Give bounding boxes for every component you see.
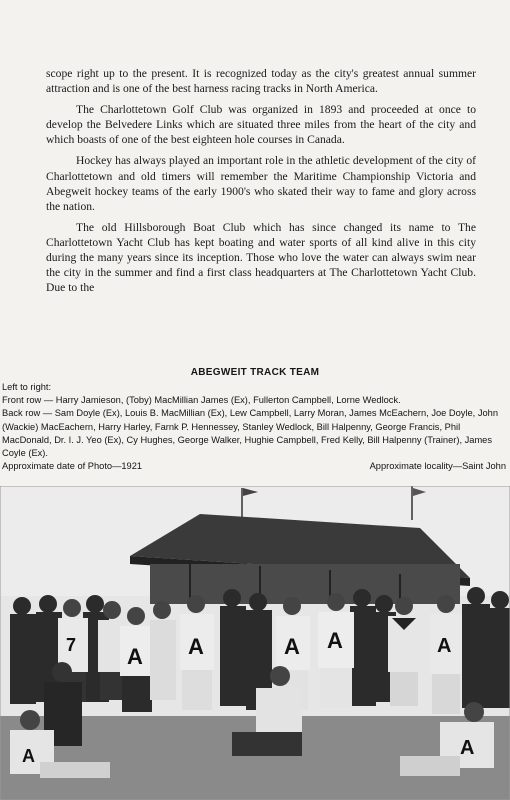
svg-text:A: A <box>284 634 300 659</box>
caption-intro: Left to right: <box>2 382 52 392</box>
svg-text:A: A <box>437 635 452 657</box>
paragraph-3: Hockey has always played an important role in the athletic development of the city of Charlottetown and old timers will remember the Maritime Championship Victoria and Abegweit hockey teams of the early 1900's who skated their way to fame and glory across the nation. <box>46 154 476 213</box>
svg-text:A: A <box>460 737 475 759</box>
article-body <box>46 66 476 301</box>
caption-footer <box>2 460 506 473</box>
team-photo-illustration <box>0 486 510 800</box>
svg-text:7: 7 <box>66 635 77 655</box>
caption-back-row: Back row — Sam Doyle (Ex), Louis B. MacMillian (Ex), Lew Campbell, Larry Moran, James McEachern, Joe Doyle, John (Wackie) MacEachern, Harry Harley, Farnk P. Hennessey, Stanley Wedlock, Bill Halpenny, George Francis, Phil MacDonald, Dr. I. J. Yeo (Ex), Cy Hughes, George Walker, Hughie Campbell, Fred Kelly, Bill Halpenny (Trainer), James Coyle (Ex). <box>2 408 499 459</box>
caption-date: Approximate date of Photo—1921 <box>2 461 143 472</box>
svg-text:A: A <box>127 644 143 669</box>
svg-text:A: A <box>22 746 35 766</box>
paragraph-1: scope right up to the present. It is recognized today as the city's greatest annual summer attraction and is one of the best harness racing tracks in North America. <box>46 67 476 96</box>
photo-caption <box>2 381 506 473</box>
svg-text:A: A <box>188 634 204 659</box>
caption-title: ABEGWEIT TRACK TEAM <box>190 367 320 378</box>
svg-text:A: A <box>327 628 343 653</box>
caption-locality: Approximate locality—Saint John <box>369 461 506 472</box>
caption-front-row: Front row — Harry Jamieson, (Toby) MacMillian James (Ex), Fullerton Campbell, Lorne Wedlock. <box>2 395 401 406</box>
paragraph-2: The Charlottetown Golf Club was organized in 1893 and proceeded at once to develop the Belvedere Links which are situated three miles from the heart of the city and which boasts of one of the best eighteen hole courses in Canada. <box>46 103 476 147</box>
team-photograph <box>0 486 510 800</box>
paragraph-4: The old Hillsborough Boat Club which has since changed its name to The Charlottetown Yacht Club has kept boating and water sports of all kind alive in this city during the many years since its inception. Those who love the water can always swim near the city in the summer and find a first class headquarters at The Charlottetown Yacht Club. Due to the <box>46 220 476 295</box>
